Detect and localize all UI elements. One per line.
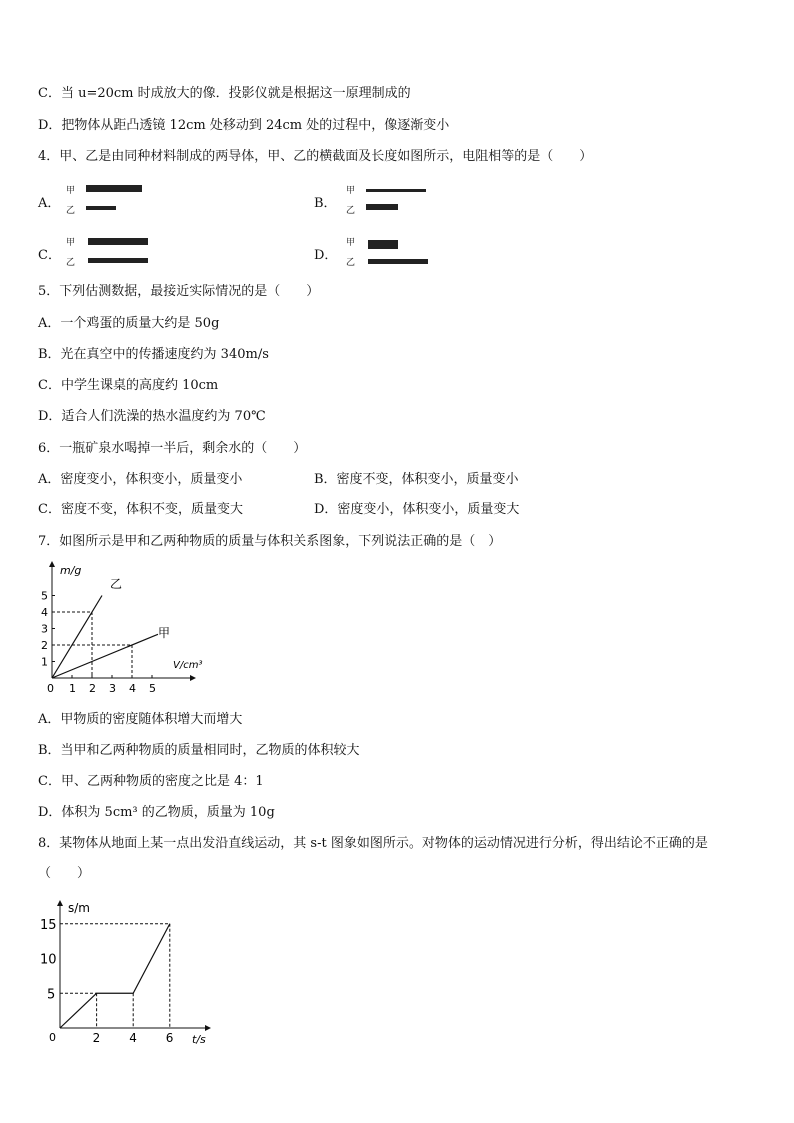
x-axis-label: t/s	[192, 1033, 206, 1046]
q6-option-b: B．密度不变，体积变小，质量变小	[314, 472, 519, 487]
jia-label: 甲	[66, 186, 76, 196]
y-tick-label: 5	[41, 589, 48, 603]
x-tick-label: 2	[92, 1031, 101, 1045]
x-axis-label: V/cm³	[173, 660, 203, 671]
series-line-jia	[52, 634, 158, 678]
series-line-yi	[52, 596, 102, 679]
x-tick-label: 2	[89, 682, 96, 695]
q3-option-d: D．把物体从距凸透镜 12cm 处移动到 24cm 处的过程中，像逐渐变小	[38, 118, 450, 133]
x-tick-label: 6	[165, 1031, 174, 1045]
q7-option-a: A．甲物质的密度随体积增大而增大	[38, 712, 243, 727]
jia-label: 甲	[346, 186, 356, 196]
series-line-distance	[60, 924, 170, 1028]
q3-option-c: C．当 u=20cm 时成放大的像．投影仪就是根据这一原理制成的	[38, 86, 411, 101]
q8-distance-time-graph	[40, 895, 230, 1053]
jia-label: 甲	[66, 238, 76, 248]
conductor-jia-bar	[88, 238, 148, 245]
conductor-jia-bar	[368, 240, 398, 249]
q6-option-c: C．密度不变，体积不变，质量变大	[38, 502, 243, 517]
q7-option-d: D．体积为 5cm³ 的乙物质，质量为 10g	[38, 805, 275, 820]
y-tick-label: 1	[41, 655, 48, 669]
q8-stem: 8．某物体从地面上某一点出发沿直线运动，其 s-t 图象如图所示。对物体的运动情况进行分析，得出结论不正确的是	[38, 836, 708, 851]
q5-option-a: A．一个鸡蛋的质量大约是 50g	[38, 316, 220, 331]
conductor-jia-bar	[366, 189, 426, 192]
origin-label: 0	[49, 1031, 56, 1044]
q6-option-d: D．密度变小，体积变小，质量变大	[314, 502, 520, 517]
y-tick-label: 5	[47, 987, 56, 1003]
conductor-yi-bar	[368, 259, 428, 264]
series-yi-label: 乙	[110, 577, 123, 591]
conductor-jia-bar	[86, 185, 142, 192]
y-tick-label: 10	[40, 952, 57, 968]
q6-stem: 6．一瓶矿泉水喝掉一半后，剩余水的（ ）	[38, 441, 307, 456]
conductor-yi-bar	[88, 258, 148, 263]
x-tick-label: 4	[129, 1031, 137, 1045]
y-axis-label: m/g	[60, 564, 82, 577]
q7-stem: 7．如图所示是甲和乙两种物质的质量与体积关系图象，下列说法正确的是（ ）	[38, 534, 502, 549]
yi-label: 乙	[66, 258, 76, 268]
q8-stem-bracket: （ ）	[38, 866, 91, 881]
x-tick-label: 1	[69, 682, 76, 695]
series-jia-label: 甲	[158, 626, 171, 640]
y-axis-label: s/m	[68, 901, 90, 915]
q7-option-b: B．当甲和乙两种物质的质量相同时，乙物质的体积较大	[38, 743, 360, 758]
y-tick-label: 4	[41, 606, 48, 619]
y-tick-label: 3	[41, 622, 48, 636]
q4-label-a: A．	[38, 196, 61, 211]
x-tick-label: 3	[109, 682, 116, 695]
yi-label: 乙	[346, 206, 356, 216]
q5-option-d: D．适合人们洗澡的热水温度约为 70℃	[38, 409, 266, 424]
x-tick-label: 4	[129, 682, 136, 695]
q4-stem: 4．甲、乙是由同种材料制成的两导体，甲、乙的横截面及长度如图所示，电阻相等的是（ ）	[38, 149, 593, 164]
y-tick-label: 15	[40, 917, 57, 933]
q6-option-a: A．密度变小，体积变小，质量变小	[38, 472, 243, 487]
q4-label-c: C．	[38, 248, 61, 263]
q7-mass-volume-graph	[30, 556, 230, 698]
conductor-yi-bar	[86, 206, 116, 210]
jia-label: 甲	[346, 238, 356, 248]
conductor-yi-bar	[366, 204, 398, 210]
origin-label: 0	[47, 682, 54, 695]
yi-label: 乙	[346, 258, 356, 268]
q4-label-b: B．	[314, 196, 337, 211]
q5-option-b: B．光在真空中的传播速度约为 340m/s	[38, 347, 269, 362]
y-tick-label: 2	[41, 639, 48, 652]
x-tick-label: 5	[149, 682, 156, 695]
q4-label-d: D．	[314, 248, 338, 263]
q5-option-c: C．中学生课桌的高度约 10cm	[38, 378, 219, 393]
q7-option-c: C．甲、乙两种物质的密度之比是 4：1	[38, 774, 264, 789]
q5-stem: 5．下列估测数据，最接近实际情况的是（ ）	[38, 284, 320, 299]
yi-label: 乙	[66, 206, 76, 216]
